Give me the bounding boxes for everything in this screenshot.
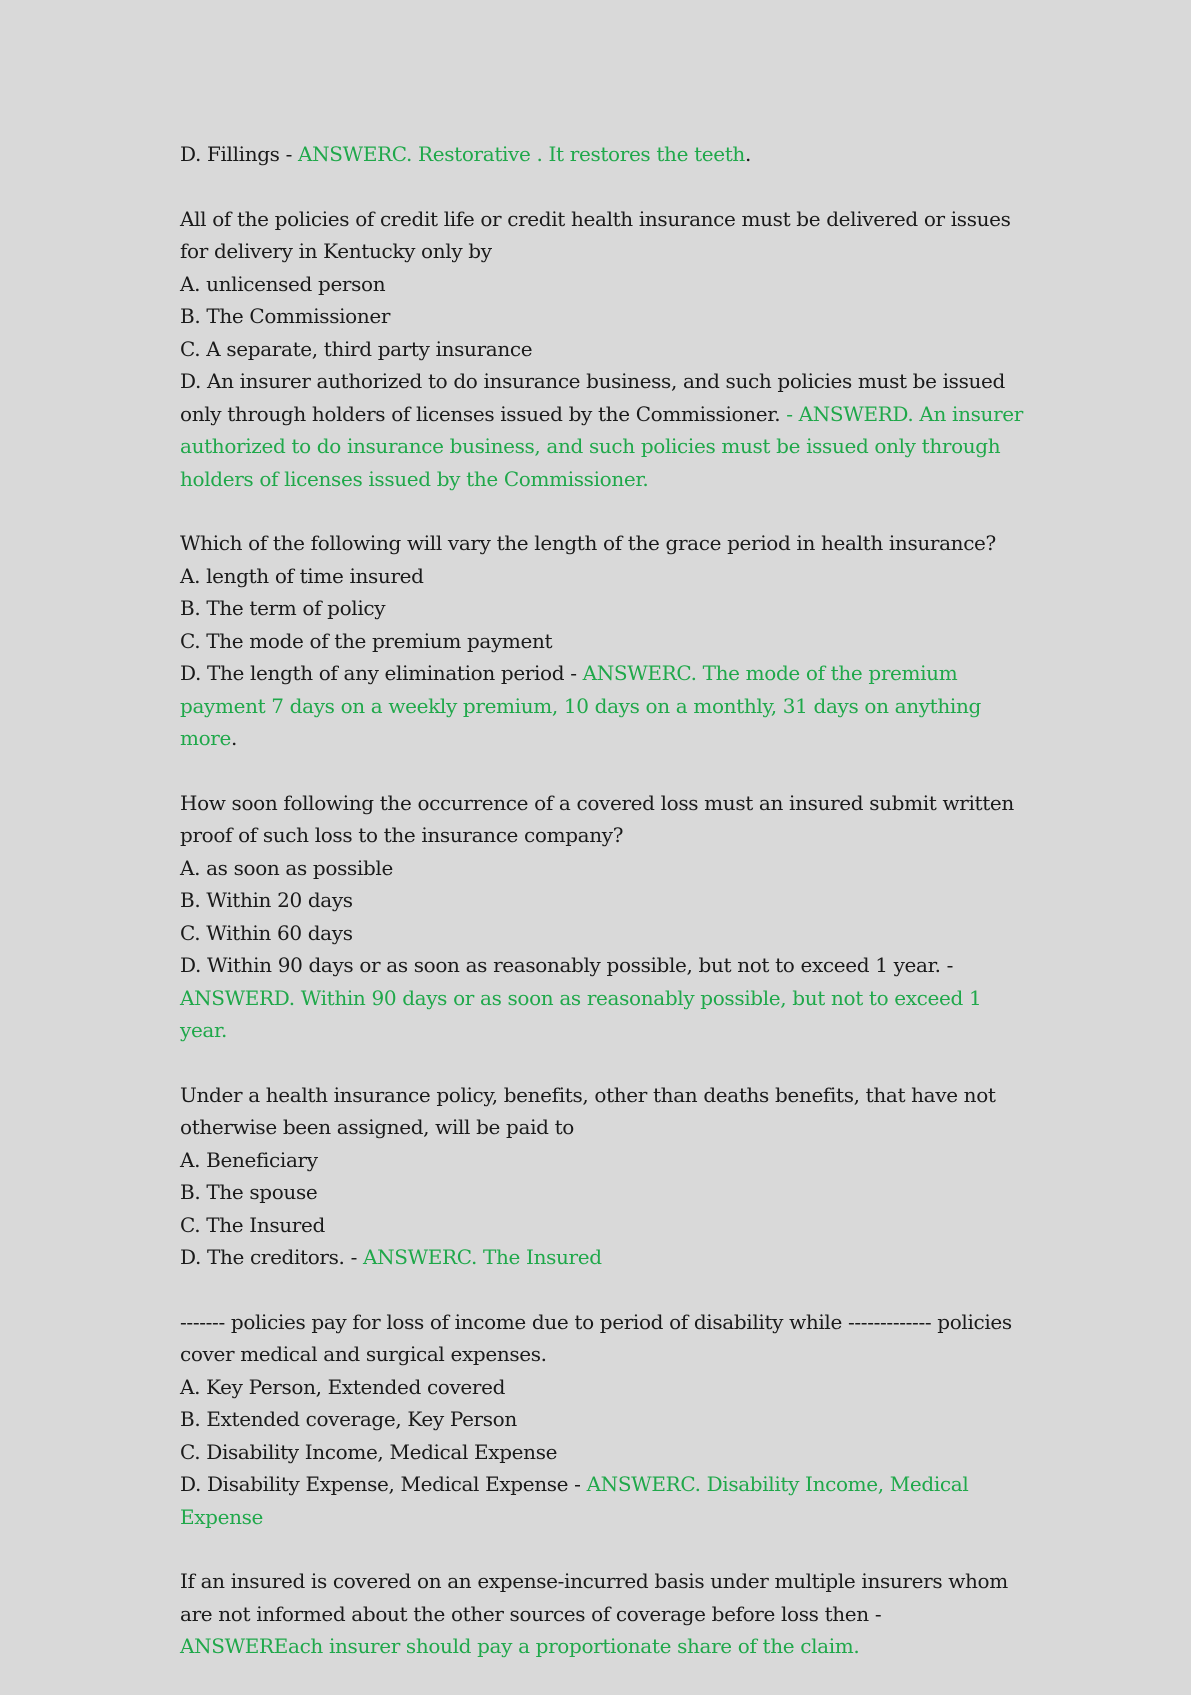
question-stem: ------- policies pay for loss of income due to period of disability while ------------- policies cover medical and surgical expenses. bbox=[180, 1309, 1012, 1366]
final-option: D. The length of any elimination period - ANSWERC. The mode of the premium payment 7 days on a weekly premium, 10 days on a monthly, 31 days on anything more. bbox=[180, 661, 981, 750]
question-stem: Under a health insurance policy, benefits, other than deaths benefits, that have not otherwise been assigned, will be paid to bbox=[180, 1082, 996, 1139]
option-b: B. The Commissioner bbox=[180, 304, 391, 328]
option-a: A. length of time insured bbox=[180, 563, 424, 588]
answer-text: - ANSWERD. An insurer authorized to do insurance business, and such policies must be issued only through holders of licenses issued by the Commissioner. bbox=[180, 401, 1023, 491]
final-option: D. The creditors. - ANSWERC. The Insured bbox=[180, 1245, 602, 1269]
question-block bbox=[180, 527, 1030, 755]
question-stem: Which of the following will vary the length of the grace period in health insurance? bbox=[180, 531, 996, 555]
question-block bbox=[180, 787, 1030, 1047]
option-a: A. as soon as possible bbox=[180, 855, 393, 880]
final-option: D. Within 90 days or as soon as reasonably possible, but not to exceed 1 year. - ANSWERD. Within 90 days or as soon as reasonably possible, but not to exceed 1 year. bbox=[180, 953, 982, 1042]
answer-text: ANSWERD. Within 90 days or as soon as reasonably possible, but not to exceed 1 year. bbox=[180, 985, 982, 1042]
answer-text: ANSWEREach insurer should pay a proportionate share of the claim. bbox=[180, 1634, 860, 1658]
question-block bbox=[180, 1565, 1030, 1663]
option-c: C. Within 60 days bbox=[180, 920, 353, 945]
final-option: If an insured is covered on an expense-incurred basis under multiple insurers whom are not informed about the other sources of coverage before loss then - ANSWEREach insurer should pay a proportionate share of the claim. bbox=[180, 1569, 1008, 1658]
question-stem: All of the policies of credit life or credit health insurance must be delivered or issues for delivery in Kentucky only by bbox=[180, 206, 1011, 263]
option-c: C. The Insured bbox=[180, 1212, 325, 1237]
question-block bbox=[180, 138, 1030, 171]
option-b: B. The term of policy bbox=[180, 596, 386, 620]
final-option: D. An insurer authorized to do insurance business, and such policies must be issued only through holders of licenses issued by the Commissioner. - ANSWERD. An insurer authorized to do insurance business, and such policies must be issued only through holders of licenses issued by the Commissioner. bbox=[180, 369, 1023, 491]
option-a: A. Beneficiary bbox=[180, 1147, 318, 1172]
option-c: C. Disability Income, Medical Expense bbox=[180, 1439, 558, 1464]
final-option: D. Disability Expense, Medical Expense - ANSWERC. Disability Income, Medical Expense bbox=[180, 1472, 969, 1529]
question-block bbox=[180, 1306, 1030, 1534]
option-b: B. Within 20 days bbox=[180, 888, 353, 912]
option-a: A. unlicensed person bbox=[180, 271, 386, 296]
answer-text: ANSWERC. The Insured bbox=[362, 1245, 602, 1269]
option-b: B. Extended coverage, Key Person bbox=[180, 1407, 517, 1431]
option-a: A. Key Person, Extended covered bbox=[180, 1374, 506, 1399]
document-page bbox=[180, 138, 1030, 1695]
question-block bbox=[180, 203, 1030, 496]
question-stem: How soon following the occurrence of a covered loss must an insured submit written proof of such loss to the insurance company? bbox=[180, 790, 1014, 847]
answer-text: ANSWERC. Disability Income, Medical Expense bbox=[180, 1472, 969, 1529]
answer-text: ANSWERC. The mode of the premium payment 7 days on a weekly premium, 10 days on a monthly, 31 days on anything more bbox=[180, 661, 981, 750]
question-block bbox=[180, 1079, 1030, 1274]
option-c: C. A separate, third party insurance bbox=[180, 336, 533, 361]
answer-text: ANSWERC. Restorative . It restores the teeth bbox=[298, 142, 745, 166]
final-option: D. Fillings - ANSWERC. Restorative . It restores the teeth. bbox=[180, 142, 751, 166]
option-c: C. The mode of the premium payment bbox=[180, 628, 553, 653]
option-b: B. The spouse bbox=[180, 1180, 318, 1204]
